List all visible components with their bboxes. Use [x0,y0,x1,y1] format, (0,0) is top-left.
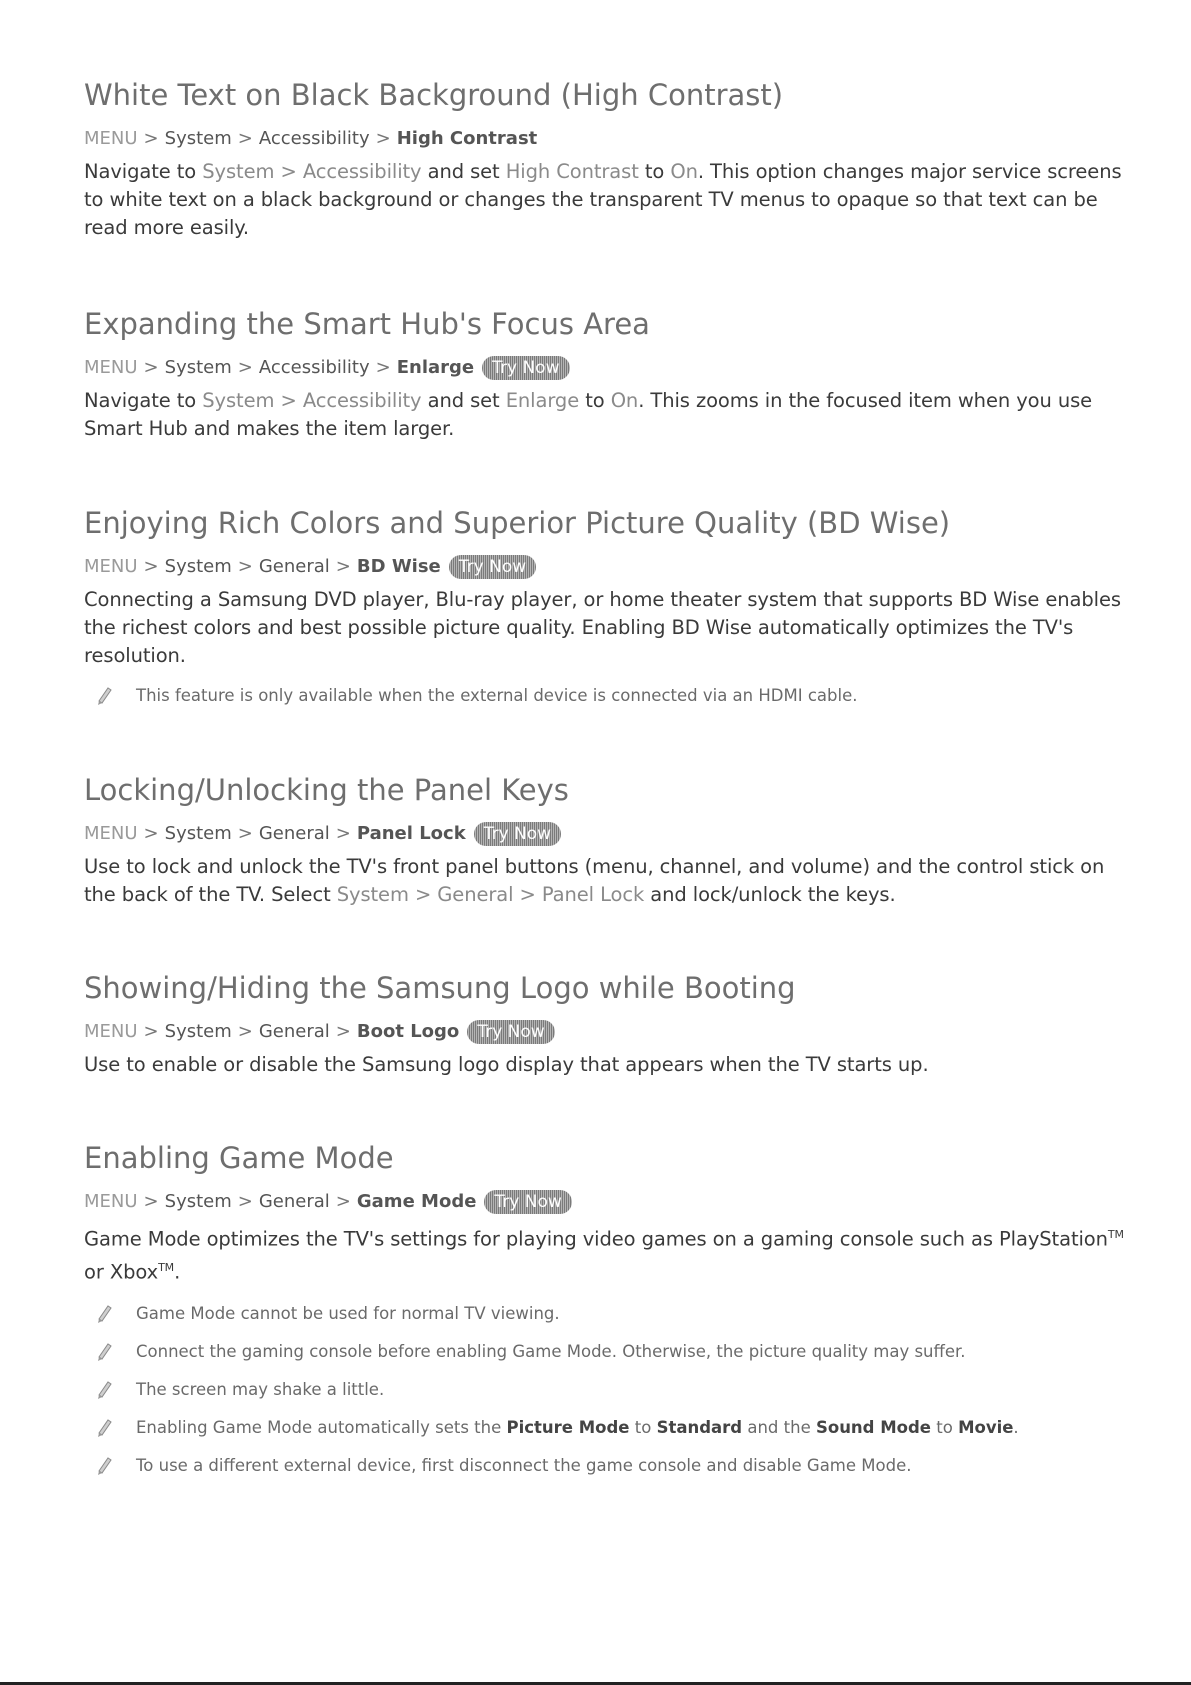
crumb-bd-wise: BD Wise [356,556,441,577]
body-text: to [638,160,671,183]
body-text: or Xbox [84,1260,159,1283]
crumb-general: General [258,1191,330,1212]
section-title: Enjoying Rich Colors and Superior Picture Quality (BD Wise) [84,506,951,540]
crumb-system: System [164,1021,232,1042]
pencil-note-icon [94,1416,116,1438]
note [84,1454,1134,1478]
note [84,1416,1134,1440]
crumb-boot-logo: Boot Logo [356,1021,460,1042]
crumb-separator: > [143,556,159,577]
try-now-button[interactable]: Try Now [449,555,536,579]
crumb-separator: > [143,1021,159,1042]
section-body: Connecting a Samsung DVD player, Blu-ray player, or home theater system that supports BD Wise enables the richest colors and best possible picture quality. Enabling BD Wise automatically optimizes the TV's resolution. [84,588,1121,667]
note-text: . [1013,1418,1019,1437]
body-keyword: On [610,389,639,412]
body-text: and lock/unlock the keys. [644,883,896,906]
section-game-mode [84,1139,1134,1478]
section-enlarge [84,305,1134,443]
crumb-separator: > [237,357,253,378]
crumb-separator: > [237,1191,253,1212]
crumb-separator: > [143,1191,159,1212]
note-text: Enabling Game Mode automatically sets the [136,1418,507,1437]
body-text: . [174,1260,181,1283]
trademark-symbol: TM [1107,1228,1124,1241]
note-keyword: Picture Mode [506,1418,630,1437]
body-text: and set [421,160,506,183]
section-body [84,387,1134,443]
body-separator: > [274,389,303,412]
try-now-button[interactable]: Try Now [467,1020,554,1044]
crumb-system: System [164,556,232,577]
section-bd-wise [84,504,1134,708]
note-keyword: Movie [958,1418,1014,1437]
menu-path [84,126,1134,152]
body-text: and set [421,389,506,412]
body-text: Game Mode optimizes the TV's settings for playing video games on a gaming console such as PlayStation [84,1227,1108,1251]
body-keyword: Accessibility [302,389,422,412]
section-title: White Text on Black Background (High Contrast) [84,78,784,112]
body-keyword: Enlarge [505,389,580,412]
body-text: Navigate to [84,389,203,412]
pencil-note-icon [94,684,116,706]
section-panel-lock [84,771,1134,909]
section-body: Use to enable or disable the Samsung logo display that appears when the TV starts up. [84,1053,929,1076]
crumb-general: General [258,823,330,844]
crumb-enlarge: Enlarge [396,357,475,378]
note-text: Game Mode cannot be used for normal TV viewing. [136,1304,560,1323]
crumb-separator: > [335,1021,351,1042]
note-text: The screen may shake a little. [136,1380,385,1399]
trademark-symbol: TM [158,1260,175,1274]
note [84,1340,1134,1364]
section-body [84,853,1134,909]
crumb-separator: > [237,1021,253,1042]
section-boot-logo [84,969,1134,1079]
crumb-separator: > [335,1191,351,1212]
crumb-separator: > [143,823,159,844]
note [84,1302,1134,1326]
crumb-separator: > [237,556,253,577]
body-text: to [579,389,611,412]
section-body [84,1221,1134,1286]
try-now-button[interactable]: Try Now [484,1190,571,1214]
pencil-note-icon [94,1302,116,1324]
body-keyword: General [437,883,514,906]
section-title: Locking/Unlocking the Panel Keys [84,773,569,807]
menu-crumb: MENU [84,556,138,577]
crumb-system: System [164,1191,232,1212]
note [84,1378,1134,1402]
body-separator: > [274,160,303,183]
note-text: To use a different external device, first disconnect the game console and disable Game Mode. [136,1456,912,1475]
crumb-separator: > [335,556,351,577]
crumb-separator: > [375,128,391,149]
menu-path [84,1189,1134,1215]
try-now-button[interactable]: Try Now [474,822,561,846]
crumb-separator: > [143,128,159,149]
try-now-button[interactable]: Try Now [482,356,569,380]
pencil-note-icon [94,1378,116,1400]
section-title: Showing/Hiding the Samsung Logo while Booting [84,971,796,1005]
note-text: to [629,1418,657,1437]
note [84,684,1134,708]
body-keyword: Panel Lock [541,883,645,906]
body-text: . This option changes major service screens to white text on a black background or changes the transparent TV menus to opaque so that text can be read more easily. [84,160,1122,239]
menu-crumb: MENU [84,1191,138,1212]
crumb-separator: > [143,357,159,378]
menu-crumb: MENU [84,1021,138,1042]
body-keyword: System [202,389,275,412]
section-body [84,158,1134,242]
note-text: This feature is only available when the external device is connected via an HDMI cable. [136,686,858,705]
body-keyword: High Contrast [505,160,639,183]
crumb-separator: > [237,128,253,149]
crumb-separator: > [375,357,391,378]
section-title: Enabling Game Mode [84,1141,394,1175]
body-keyword: System [202,160,275,183]
menu-path [84,1019,1134,1045]
crumb-system: System [164,357,232,378]
body-separator: > [408,883,438,906]
crumb-accessibility: Accessibility [258,128,370,149]
menu-path [84,554,1134,580]
section-title: Expanding the Smart Hub's Focus Area [84,307,650,341]
pencil-note-icon [94,1340,116,1362]
pencil-note-icon [94,1454,116,1476]
crumb-panel-lock: Panel Lock [356,823,466,844]
body-text: Use to lock and unlock the TV's front panel buttons (menu, channel, and volume) and the control stick on the back of the TV. Select [84,855,1105,906]
crumb-general: General [258,1021,330,1042]
menu-crumb: MENU [84,823,138,844]
menu-crumb: MENU [84,357,138,378]
note-text: Connect the gaming console before enabling Game Mode. Otherwise, the picture quality may suffer. [136,1342,966,1361]
crumb-separator: > [335,823,351,844]
note-keyword: Standard [656,1418,743,1437]
crumb-high-contrast: High Contrast [396,128,538,149]
crumb-game-mode: Game Mode [356,1191,477,1212]
note-keyword: Sound Mode [815,1418,931,1437]
note-text: and the [742,1418,816,1437]
body-separator: > [513,883,542,906]
body-text: . This zooms in the focused item when you use Smart Hub and makes the item larger. [84,389,1093,440]
crumb-system: System [164,823,232,844]
body-keyword: System [336,883,409,906]
crumb-general: General [258,556,330,577]
menu-path [84,355,1134,381]
body-keyword: Accessibility [302,160,422,183]
crumb-separator: > [237,823,253,844]
menu-path [84,821,1134,847]
menu-crumb: MENU [84,128,138,149]
body-text: Navigate to [84,160,203,183]
note-text: to [931,1418,959,1437]
crumb-system: System [164,128,232,149]
section-high-contrast [84,76,1134,242]
crumb-accessibility: Accessibility [258,357,370,378]
body-keyword: On [670,160,698,183]
